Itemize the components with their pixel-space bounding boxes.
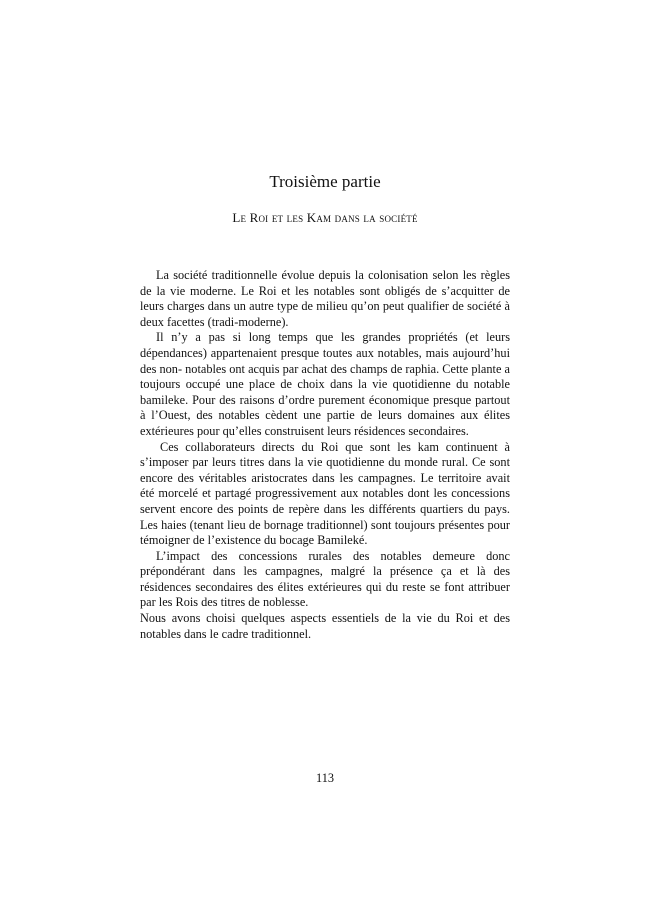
paragraph: La société traditionnelle évolue depuis la colonisation selon les règles de la vie moderne. Le Roi et les notables sont obligés de s’acquitter de leurs charges dans un autre type de milieu qu’on peut qualifier de société à deux facettes (tradi-moderne). [140, 268, 510, 329]
paragraph: Il n’y a pas si long temps que les grandes propriétés (et leurs dépendances) appartenaient presque toutes aux notables, mais aujourd’hui des non- notables ont acquis par achat des champs de raphia. Cette plante a toujours occupé une place de choix dans la vie quotidienne du notable bamileke. Pour des raisons d’ordre purement économique presque partout à l’Ouest, des notables cèdent une partie de leurs domaines aux élites extérieures pour qu’elles construisent leurs résidences secondaires. [140, 330, 510, 438]
paragraph: L’impact des concessions rurales des notables demeure donc prépondérant dans les campagnes, malgré la présence ça et là des résidences secondaires des élites extérieures qui du reste se font attribuer par les Rois des titres de noblesse. [140, 548, 510, 610]
page-number: 113 [316, 771, 334, 785]
body-text [140, 268, 510, 642]
paragraph: Ces collaborateurs directs du Roi que sont les kam continuent à s’imposer par leurs titres dans la vie quotidienne du monde rural. Ce sont encore des véritables aristocrates dans les campagnes. Le territoire avait été morcelé et partagé progressivement aux notables dont les concessions servent encore des points de repère dans les différents quartiers du pays. Les haies (tenant lieu de bornage traditionnel) sont toujours présentes pour témoigner de l’existence du bocage Bamileké. [140, 439, 510, 548]
paragraph: Nous avons choisi quelques aspects essentiels de la vie du Roi et des notables dans le cadre traditionnel. [140, 611, 510, 641]
part-title: Troisième partie [269, 172, 381, 191]
section-title: Le Roi et les Kam dans la société [232, 210, 418, 225]
